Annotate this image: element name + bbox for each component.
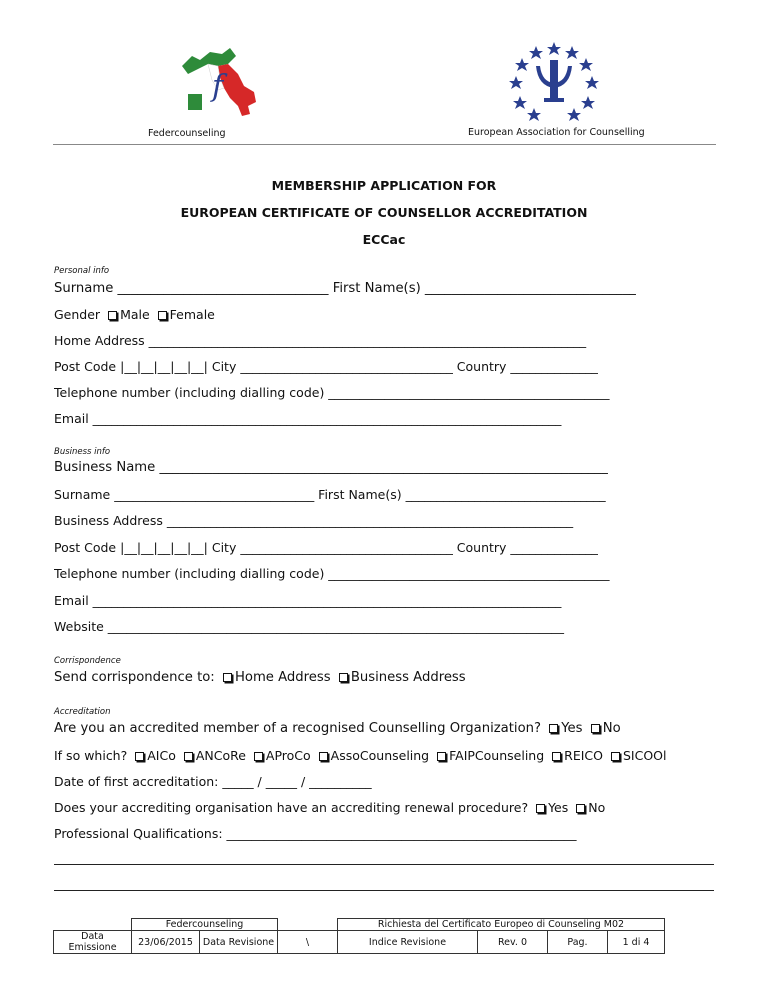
accredited-no-checkbox[interactable]	[591, 724, 600, 733]
which-label: If so which?	[54, 748, 128, 763]
business-address-field[interactable]: Business Address _________________________________________________________________	[54, 513, 574, 528]
org-label: ANCoRe	[195, 748, 246, 763]
renewal-yes-label: Yes	[548, 800, 569, 815]
eac-logo	[508, 40, 600, 122]
renewal-question: Does your accrediting organisation have an accrediting renewal procedure?	[54, 800, 529, 815]
section-personal-info: Personal info	[54, 266, 110, 276]
footer-table	[53, 918, 713, 954]
personal-name-field[interactable]: Surname ________________________________ First Name(s) ________________________________	[54, 281, 636, 296]
org-label: FAIPCounseling	[449, 748, 545, 763]
svg-text:f: f	[212, 69, 224, 104]
male-label: Male	[120, 307, 150, 322]
org-checkbox[interactable]	[437, 752, 446, 761]
correspondence-row	[54, 670, 714, 685]
section-business-info: Business info	[54, 447, 111, 457]
footer-issue-label: Data Emissione	[54, 931, 132, 954]
footer-revision-label: Data Revisione	[200, 931, 278, 954]
business-website-field[interactable]: Website _________________________________________________________________________	[54, 619, 565, 634]
org-checkbox[interactable]	[319, 752, 328, 761]
federcounseling-logo	[178, 44, 258, 118]
eac-caption: European Association for Counselling	[468, 127, 645, 138]
org-label: AssoCounseling	[330, 748, 430, 763]
footer-rev: Rev. 0	[478, 931, 548, 954]
renewal-no-label: No	[588, 800, 606, 815]
home-address-field[interactable]: Home Address ______________________________________________________________________	[54, 333, 587, 348]
footer-page-label: Pag.	[548, 931, 608, 954]
business-name-field[interactable]: Business Name ____________________________________________________________________	[54, 460, 608, 475]
home-address-checkbox[interactable]	[223, 673, 232, 682]
qualifications-field[interactable]: Professional Qualifications: ________________________________________________________	[54, 826, 577, 841]
org-label: SICOOl	[622, 748, 667, 763]
footer-spacer	[54, 919, 132, 931]
gender-label: Gender	[54, 307, 101, 322]
footer-issue-date: 23/06/2015	[132, 931, 200, 954]
org-label: REICO	[564, 748, 603, 763]
correspondence-label: Send corrispondence to:	[54, 670, 215, 685]
organisation-row	[54, 748, 714, 763]
org-checkbox[interactable]	[135, 752, 144, 761]
section-accreditation: Accreditation	[54, 707, 111, 717]
footer-page: 1 di 4	[608, 931, 665, 954]
female-label: Female	[169, 307, 215, 322]
footer-revision-value: \	[278, 931, 338, 954]
personal-telephone-field[interactable]: Telephone number (including dialling code) _____________________________________________	[54, 385, 610, 400]
accreditation-date-field[interactable]: Date of first accreditation: _____ / _____ / __________	[54, 774, 372, 789]
accredited-question: Are you an accredited member of a recognised Counselling Organization?	[54, 721, 542, 736]
renewal-yes-checkbox[interactable]	[536, 804, 545, 813]
accredited-yes-checkbox[interactable]	[549, 724, 558, 733]
title-line-2: EUROPEAN CERTIFICATE OF COUNSELLOR ACCREDITATION	[180, 205, 588, 220]
home-address-option: Home Address	[234, 670, 331, 685]
accredited-yes-label: Yes	[561, 721, 583, 736]
accredited-no-label: No	[602, 721, 621, 736]
footer-spacer	[665, 919, 713, 931]
org-checkbox[interactable]	[184, 752, 193, 761]
personal-post-code-field[interactable]: Post Code |__|__|__|__|__| City __________________________________ Country ______________	[54, 359, 598, 374]
personal-email-field[interactable]: Email ___________________________________________________________________________	[54, 411, 562, 426]
renewal-row	[54, 800, 714, 815]
title-line-1: MEMBERSHIP APPLICATION FOR	[271, 178, 497, 193]
footer-index-label: Indice Revisione	[338, 931, 478, 954]
accredited-question-row	[54, 721, 714, 736]
male-checkbox[interactable]	[108, 311, 117, 320]
org-checkbox[interactable]	[254, 752, 263, 761]
business-surname-field[interactable]: Surname ________________________________ First Name(s) ________________________________	[54, 487, 606, 502]
federcounseling-caption: Federcounseling	[148, 128, 226, 139]
footer-doc-title: Richiesta del Certificato Europeo di Counseling M02	[338, 919, 665, 931]
business-telephone-field[interactable]: Telephone number (including dialling code) _____________________________________________	[54, 566, 610, 581]
header-divider	[53, 144, 716, 145]
renewal-no-checkbox[interactable]	[576, 804, 585, 813]
qualifications-line[interactable]	[54, 864, 714, 865]
gender-row	[54, 307, 714, 322]
org-checkbox[interactable]	[552, 752, 561, 761]
org-label: AICo	[147, 748, 176, 763]
business-address-option: Business Address	[350, 670, 466, 685]
org-checkbox[interactable]	[611, 752, 620, 761]
business-email-field[interactable]: Email ___________________________________________________________________________	[54, 593, 562, 608]
business-post-code-field[interactable]: Post Code |__|__|__|__|__| City __________________________________ Country ______________	[54, 540, 598, 555]
qualifications-line[interactable]	[54, 890, 714, 891]
org-label: AProCo	[265, 748, 311, 763]
female-checkbox[interactable]	[158, 311, 167, 320]
footer-org: Federcounseling	[132, 919, 278, 931]
title-line-3: ECCac	[362, 232, 406, 247]
section-correspondence: Corrispondence	[54, 656, 121, 666]
footer-spacer	[278, 919, 338, 931]
business-address-checkbox[interactable]	[339, 673, 348, 682]
